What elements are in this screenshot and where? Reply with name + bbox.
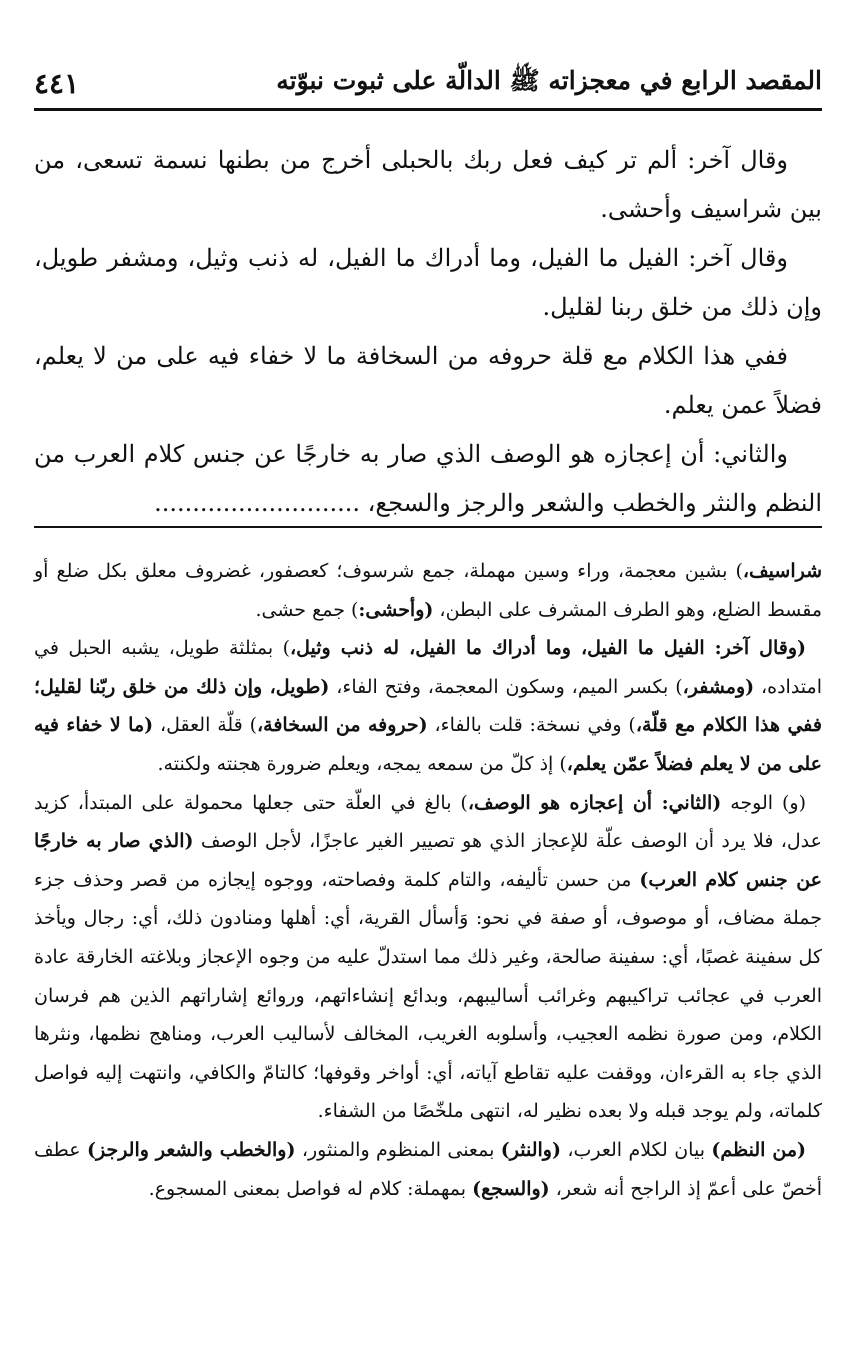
book-page: [34, 0, 822, 1359]
commentary-text: ) بالغ في العلّة حتى جعلها محمولة على المبتدأ، كزيد عدل، فلا يرد أن الوصف علّة للإعجاز الذي هو تصيير الغير عاجزًا، لأجل الوصف: [34, 791, 822, 853]
commentary-text: ) قلّة العقل،: [153, 714, 258, 737]
main-paragraph-4: والثاني: أن إعجازه هو الوصف الذي صار به خارجًا عن جنس كلام العرب من النظم والنثر والخطب والشعر والرجز والسجع، ...........................: [34, 440, 822, 517]
commentary-paragraph-2: [34, 629, 822, 783]
commentary-text: عطف أخصّ على أعمّ إذ الراجح أنه شعر،: [34, 1138, 822, 1200]
commentary-text: ) بشين معجمة، وراء وسين مهملة، جمع شرسوف؛ كعصفور، غضروف معلق بكل ضلع أو مقسط الضلع، وهو الطرف المشرف على البطن،: [34, 560, 822, 621]
commentary-text: ) جمع حشى.: [255, 598, 359, 621]
commentary-text: ) بكسر الميم، وسكون المعجمة، وفتح الفاء،: [329, 675, 683, 698]
commentary-quote: (حروفه من السخافة،: [257, 714, 428, 737]
commentary-text: بمعنى المنظوم والمنثور،: [295, 1138, 501, 1161]
commentary-text: ) إذ كلّ من سمعه يمجه، ويعلم ضرورة هجنته ولكنته.: [157, 752, 567, 775]
commentary: [34, 552, 822, 1208]
commentary-quote: (الثاني: أن إعجازه هو الوصف،: [467, 791, 722, 814]
commentary-text: (و) الوجه: [721, 791, 806, 814]
commentary-quote: (ومشفر،: [682, 675, 755, 698]
commentary-text: بمهملة: كلام له فواصل بمعنى المسجوع.: [148, 1177, 473, 1200]
main-text: [34, 136, 822, 528]
commentary-paragraph-1: [34, 552, 822, 629]
commentary-text: بيان لكلام العرب،: [560, 1138, 712, 1161]
commentary-text: ) بمثلثة طويل، يشبه الحبل في امتداده،: [34, 637, 822, 698]
commentary-quote: (الذي صار به خارجًا عن جنس كلام العرب): [34, 830, 822, 891]
commentary-quote: (والخطب والشعر والرجز): [86, 1138, 296, 1161]
footnote-divider: [34, 526, 822, 528]
commentary-quote: (طويل، وإن ذلك من خلق ربّنا لقليل؛ ففي هذا الكلام مع قلّة،: [34, 675, 822, 737]
commentary-paragraph-3: [34, 784, 822, 1131]
main-paragraph-1: وقال آخر: ألم تر كيف فعل ربك بالحبلى أخرج من بطنها نسمة تسعى، من بين شراسيف وأحشى.: [34, 146, 822, 223]
commentary-quote: (وأحشى:: [358, 598, 434, 621]
commentary-quote: شراسيف،: [742, 560, 822, 582]
commentary-quote: (من النظم): [711, 1138, 806, 1161]
commentary-quote: (ما لا خفاء فيه على من لا يعلم فضلاً عمّن يعلم،: [34, 714, 822, 775]
commentary-text: ) وفي نسخة: قلت بالفاء،: [427, 714, 636, 737]
page-header: [34, 58, 822, 111]
running-title: المقصد الرابع في معجزاته ﷺ الدالّة على ثبوت نبوّته: [276, 65, 822, 95]
main-paragraph-2: وقال آخر: الفيل ما الفيل، وما أدراك ما الفيل، له ذنب وثيل، ومشفر طويل، وإن ذلك من خلق ربنا لقليل.: [34, 244, 822, 321]
commentary-quote: (والسجع): [472, 1177, 550, 1200]
commentary-paragraph-4: [34, 1131, 822, 1208]
commentary-text: من حسن تأليفه، والتام كلمة وفصاحته، ووجوه إيجازه من قصر وحذف جزء جملة مضاف، أو موصوف، أو صفة في نحو: وَأسأل القرية، أي: أهلها ومنادون ذلك، أي: رجال ويأخذ كل سفينة غصبًا، أي: سفينة صالحة، وغير ذلك مما استدلّ عليه من وجوه الإعجاز وبلاغته الخارقة عادة العرب في عجائب تراكيبهم وغرائب أساليبهم، وبدائع إنشاءاتهم، وروائع إشاراتهم الذين هم فرسان الكلام، ومن صورة نظمه العجيب، وأسلوبه الغريب، المخالف لأساليب العرب، ومناهج نظمها، ونثرها الذي جاء به القرءان، ووقفت عليه تقاطع آياته، أي: أواخر وقوفها؛ كالتامّ والكافي، وانتهت إليه فواصل كلماته، ولم يوجد قبله ولا بعده نظير له، انتهى ملخّصًا من الشفاء.: [34, 868, 822, 1123]
commentary-quote: (والنثر): [500, 1138, 561, 1161]
commentary-quote: (وقال آخر: الفيل ما الفيل، وما أدراك ما الفيل، له ذنب وثيل،: [290, 637, 806, 660]
main-paragraph-3: ففي هذا الكلام مع قلة حروفه من السخافة ما لا خفاء فيه على من لا يعلم، فضلاً عمن يعلم.: [34, 342, 822, 419]
page-number: ٤٤١: [34, 66, 80, 100]
